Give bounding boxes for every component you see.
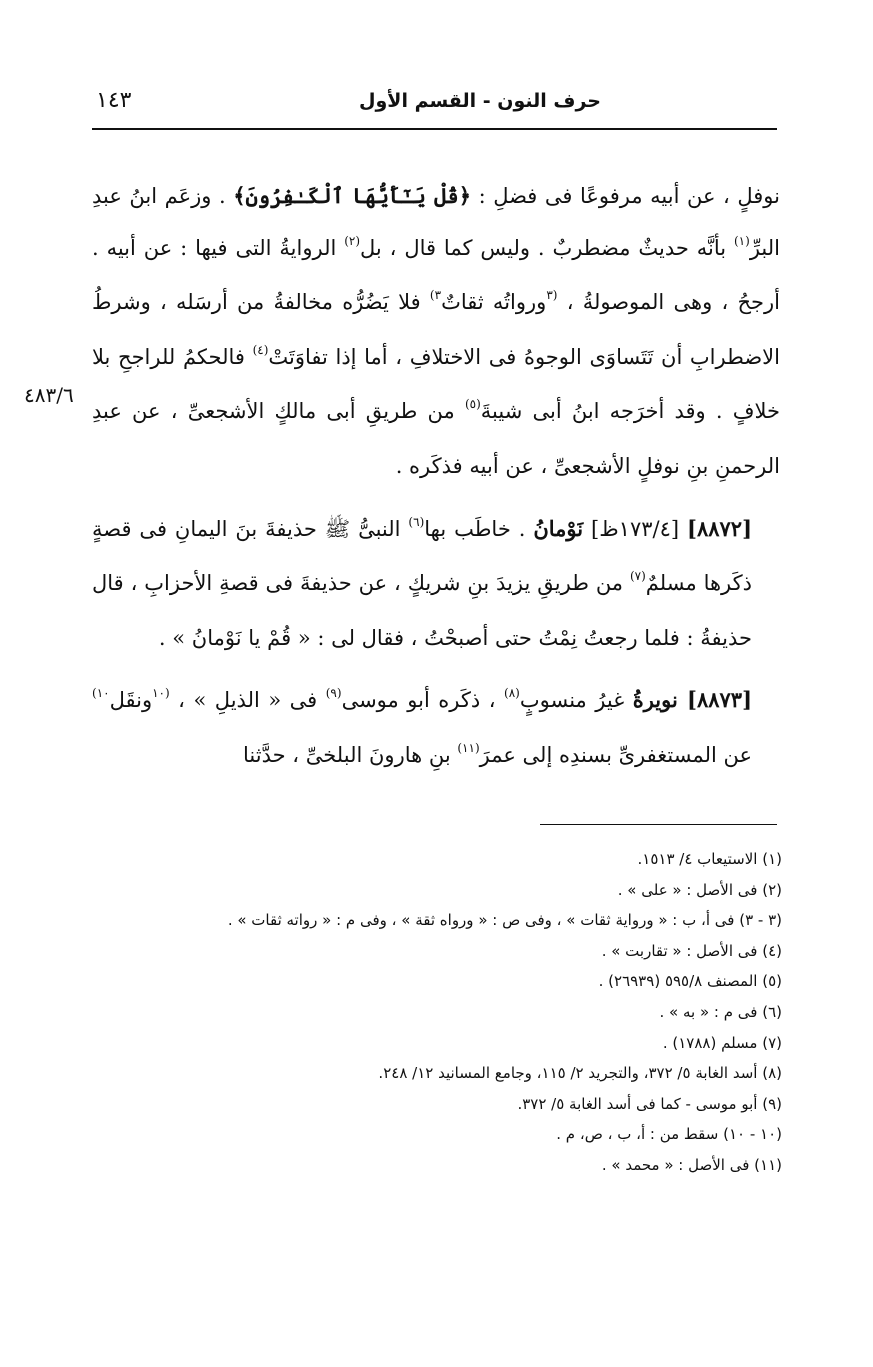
footnote-marker: (٢) <box>344 233 361 248</box>
entry-8873 <box>92 674 780 784</box>
text-run: غيرُ منسوبٍ <box>519 688 633 713</box>
text-run: . وزعَم ابنُ عبدِ البرِّ <box>92 184 780 260</box>
text-run: ، ذكَره أبو موسى <box>341 688 505 713</box>
footnote-marker: (٨) <box>504 686 520 701</box>
footnote-2: (٢) فى الأصل : « على » . <box>617 880 782 899</box>
footnote-marker: (٧) <box>629 569 646 584</box>
footnote-marker: (٥) <box>464 397 481 412</box>
text-run: من طريقِ يزيدَ بنِ شريكٍ ، عن حذيفةَ فى قصةِ الأحزابِ ، قال حذيفةُ : فلما رجعتُ نِمْتُ حتى أصبحْتُ ، فقال لى : « قُمْ يا نَوْمانُ » . <box>92 571 752 650</box>
margin-reference: ٤٨٣/٦ <box>24 383 74 407</box>
text-run: فى « الذيلِ » ، <box>169 688 326 713</box>
text-run: ونقَل <box>109 688 153 713</box>
quran-verse: ﴿قُلْ يَـٰٓأَيُّهَا ٱلْكَـٰفِرُونَ﴾ <box>233 183 472 208</box>
entry-headword: نويرةُ <box>632 687 687 713</box>
text-run: فلا يَضُرُّه مخالفةُ من أرسَله ، وشرطُ الاضطرابِ أن تَتَساوَى الوجوهُ فى الاختلافِ ، أما إذا تفاوَتَتْ <box>92 290 780 369</box>
footnote-marker: ١٠) <box>92 686 110 701</box>
footnote-marker: (١١) <box>457 740 480 755</box>
footnote-3: (٣ - ٣) فى أ، ب : « ورواية ثقات » ، وفى ص : « ورواه ثقة » ، وفى م : « رواته ثقات » . <box>227 911 782 930</box>
footnote-7: (٧) مسلم (١٧٨٨) . <box>662 1033 782 1052</box>
footnote-marker: (٤) <box>252 342 269 357</box>
main-text <box>92 170 780 785</box>
text-run: النبىُّ ﷺ حذيفةَ بنَ اليمانِ فى قصةٍ ذكَرها مسلمٌ <box>92 516 752 596</box>
entry-number: [٨٨٧٢] <box>687 515 752 541</box>
text-run: بأنَّه حديثٌ مضطربٌ . وليس كما قال ، بل <box>360 235 734 260</box>
footnote-1: (١) الاستيعاب ٤/ ١٥١٣. <box>637 850 782 868</box>
footnote-rule <box>540 824 777 825</box>
footnote-11: (١١) فى الأصل : « محمد » . <box>601 1155 782 1174</box>
header-rule <box>92 128 777 130</box>
entry-headword: نَوْمانُ <box>533 515 584 541</box>
footnote-marker: (٩) <box>325 686 342 701</box>
footnote-4: (٤) فى الأصل : « تقاربت » . <box>601 941 782 960</box>
footnote-marker: ٣) <box>429 288 442 303</box>
footnote-6: (٦) فى م : « به » . <box>659 1002 782 1021</box>
running-header-title: حرف النون - القسم الأول <box>359 90 601 112</box>
text-run: فالحكمُ للراجحِ بلا خلافٍ . وقد أخرَجه ابنُ أبى شيبةَ <box>92 344 780 424</box>
text-run: عن المستغفرىِّ بسندِه إلى عمرَ <box>479 742 752 767</box>
footnote-9: (٩) أبو موسى - كما فى أسد الغابة ٥/ ٣٧٢. <box>517 1094 782 1113</box>
text-run: الروايةُ التى فيها : عن أبيه . أرجحُ ، وهى الموصولةُ ، <box>92 235 780 315</box>
entry-number: [٨٨٧٣] <box>687 687 752 713</box>
footnote-marker: (٣ <box>546 288 558 303</box>
footnote-marker: (٦) <box>408 514 425 529</box>
page-number: ١٤٣ <box>96 88 132 113</box>
footnote-5: (٥) المصنف ٥٩٥/٨ (٢٦٩٣٩) . <box>598 972 782 991</box>
footnotes <box>120 844 782 1181</box>
footnote-marker: (١٠ <box>152 686 170 701</box>
paragraph-1 <box>92 170 780 493</box>
entry-8872 <box>92 503 780 665</box>
text-run: بنِ هارونَ البلخىِّ ، حدَّثنا <box>243 742 458 767</box>
footnote-8: (٨) أسد الغابة ٥/ ٣٧٢، والتجريد ٢/ ١١٥، وجامع المسانيد ١٢/ ٢٤٨. <box>378 1064 782 1083</box>
text-run: من طريقِ أبى مالكٍ الأشجعىِّ ، عن عبدِ الرحمنِ بنِ نوفلٍ الأشجعىِّ ، عن أبيه فذكَره . <box>92 399 780 478</box>
manuscript-ref: [١٧٣/٤ظ] <box>583 516 687 541</box>
text-run: . خاطَب بها <box>424 516 534 541</box>
text-run: ورواتُه ثقاتٌ <box>441 290 547 315</box>
text-run: نوفلٍ ، عن أبيه مرفوعًا فى فضلِ : <box>471 184 780 208</box>
footnote-marker: (١) <box>733 233 750 248</box>
footnote-10: (١٠ - ١٠) سقط من : أ، ب ، ص، م . <box>556 1125 782 1144</box>
